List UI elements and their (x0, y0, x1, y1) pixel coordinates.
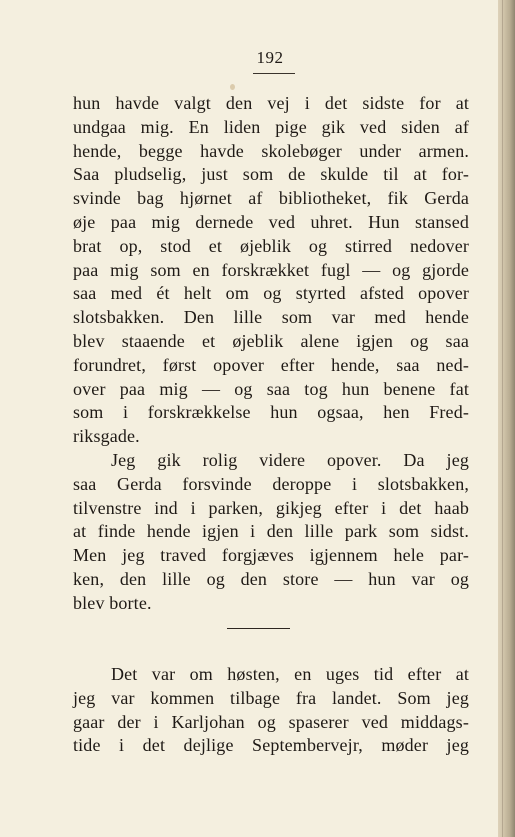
text-line: brat op, stod et øjeblik og stirred nedover (73, 235, 469, 256)
page-speck (230, 84, 235, 90)
text-line: ken, den lille og den store — hun var og (73, 568, 469, 589)
text-line: blev borte. (73, 592, 152, 613)
text-line: Saa pludselig, just som de skulde til at for- (73, 164, 469, 185)
section-separator-rule (227, 628, 290, 629)
text-line: saa Gerda forsvinde deroppe i slotsbakken, (73, 473, 469, 494)
text-line: blev staaende et øjeblik alene igjen og saa (73, 330, 469, 351)
text-line: jeg var kommen tilbage fra landet. Som jeg (73, 687, 469, 708)
text-line: tide i det dejlige Septembervejr, møder jeg (73, 735, 469, 756)
text-line: tilvenstre ind i parken, gikjeg efter i det haab (73, 497, 469, 518)
text-line: saa med ét helt om og styrted afsted opover (73, 283, 469, 304)
text-line: paa mig som en forskrækket fugl — og gjorde (73, 259, 469, 280)
book-spine-edge (498, 0, 515, 837)
text-line: over paa mig — og saa tog hun benene fat (73, 378, 469, 399)
text-line: riksgade. (73, 426, 140, 447)
text-line: slotsbakken. Den lille som var med hende (73, 307, 469, 328)
page-number: 192 (256, 48, 284, 67)
text-line: gaar der i Karljohan og spaserer ved middags- (73, 711, 469, 732)
text-line: hende, begge havde skolebøger under armen. (73, 140, 469, 161)
body-text-section-two (73, 663, 469, 758)
text-line: svinde bag hjørnet af bibliotheket, fik Gerda (73, 188, 469, 209)
text-line: Men jeg traved forgjæves igjennem hele par- (73, 545, 469, 566)
text-line: Jeg gik rolig videre opover. Da jeg (111, 449, 469, 470)
text-line: som i forskrækkelse hun ogsaa, hen Fred- (73, 402, 469, 423)
text-line: at finde hende igjen i den lille park som sidst. (73, 521, 469, 542)
text-line: hun havde valgt den vej i det sidste for at (73, 93, 469, 113)
text-line: undgaa mig. En liden pige gik ved siden af (73, 116, 469, 137)
body-text-section-one (73, 92, 469, 616)
text-line: forundret, først opover efter hende, saa ned- (73, 354, 469, 375)
text-line: øje paa mig dernede ved uhret. Hun stansed (73, 211, 469, 232)
page-number-rule (253, 73, 295, 74)
text-line: Det var om høsten, en uges tid efter at (111, 664, 469, 684)
